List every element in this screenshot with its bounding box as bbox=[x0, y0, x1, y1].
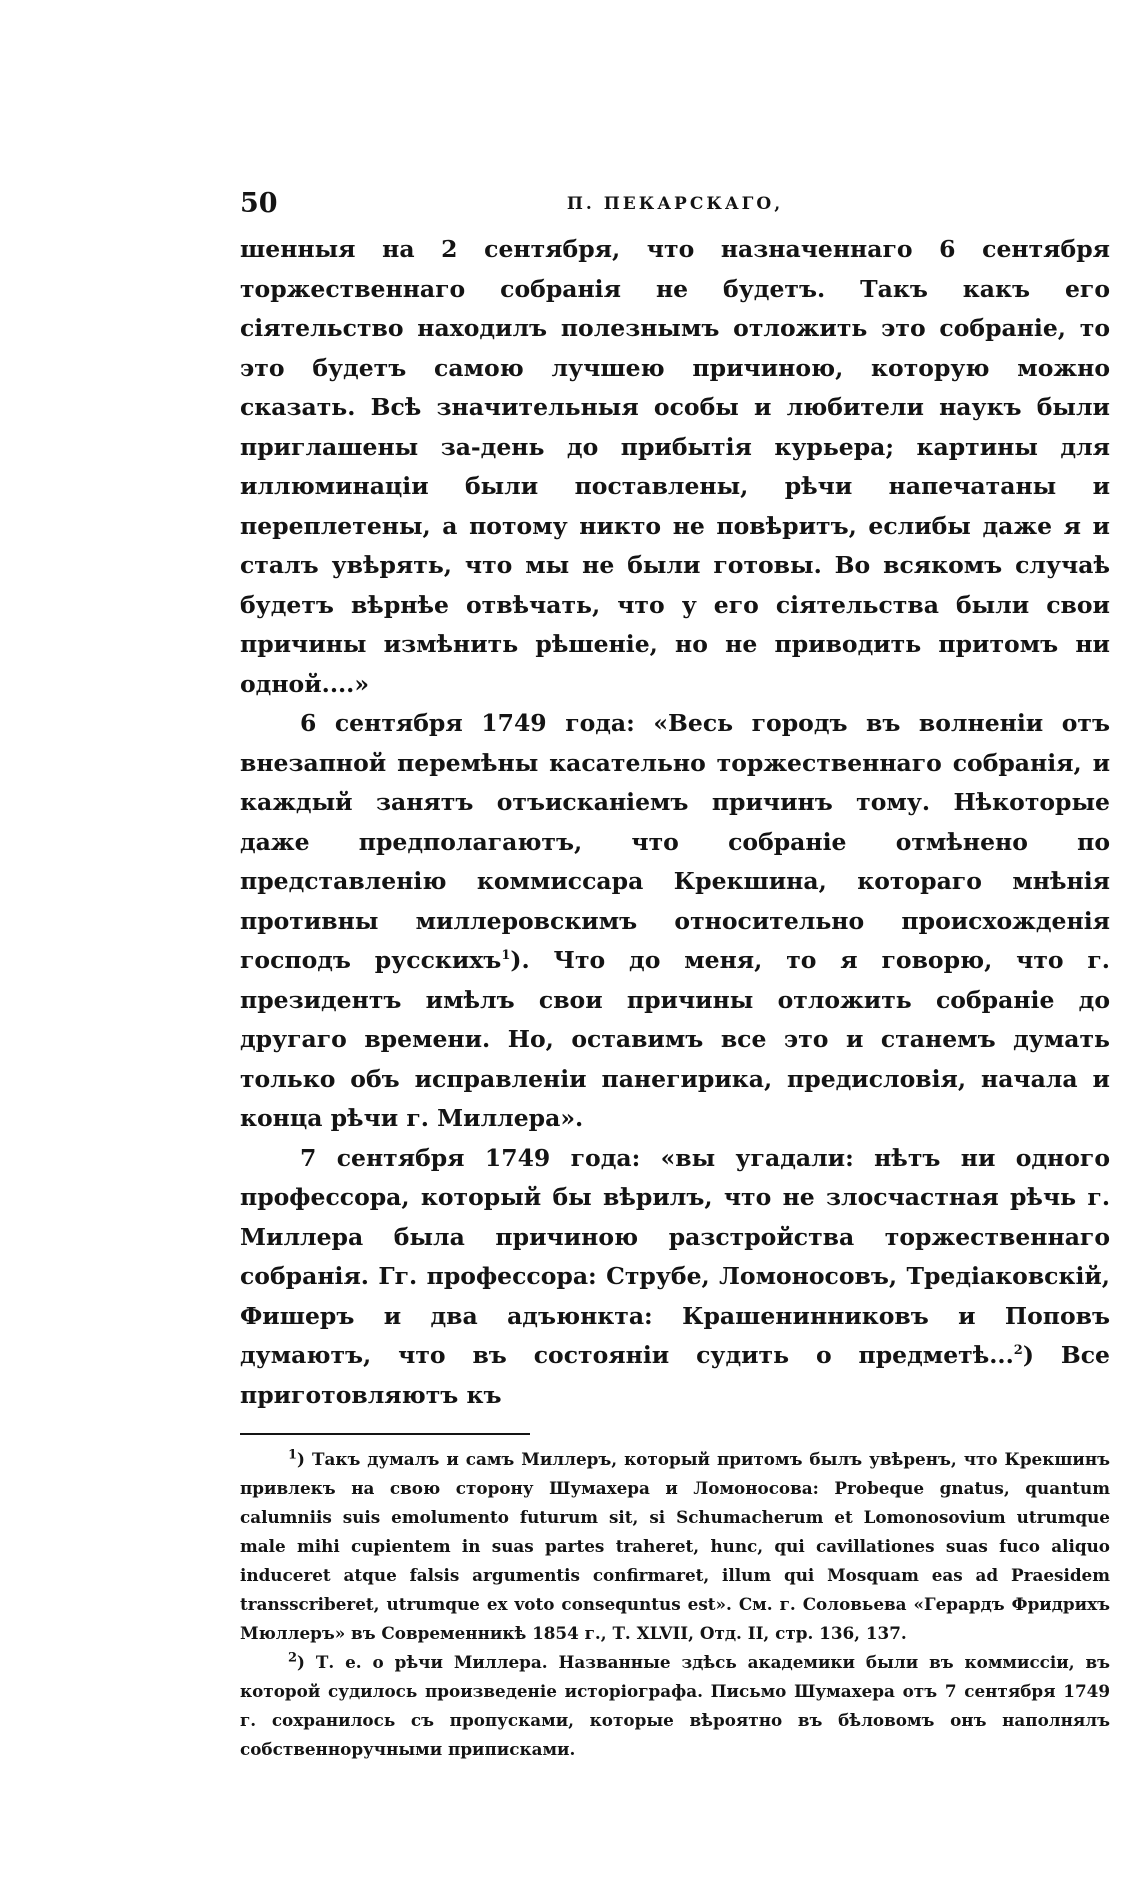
running-head bbox=[240, 180, 1110, 230]
paragraph-3-text-b: ) Все приготовляютъ къ bbox=[240, 1341, 1110, 1409]
footnote-ref-2[interactable]: 2 bbox=[1013, 1343, 1023, 1359]
footnote-1 bbox=[240, 1445, 1110, 1648]
paragraph-2 bbox=[240, 704, 1110, 1139]
footnote-2 bbox=[240, 1648, 1110, 1764]
book-page bbox=[240, 180, 1110, 1764]
paragraph-3 bbox=[240, 1139, 1110, 1416]
paragraph-2-text-b: ). Что до меня, то я говорю, что г. президентъ имѣлъ свои причины отложить собраніе до другаго времени. Но, оставимъ все это и станемъ думать только объ исправленіи панегирика, предисловія, начала и конца рѣчи г. Миллера». bbox=[240, 946, 1110, 1132]
footnotes bbox=[240, 1445, 1110, 1764]
paragraph-2-text-a: 6 сентября 1749 года: «Весь городъ въ волненіи отъ внезапной перемѣны касательно торжественнаго собранія, и каждый занятъ отъисканіемъ причинъ тому. Нѣкоторые даже предполагаютъ, что собраніе отмѣнено по представленію коммиссара Крекшина, котораго мнѣнія противны миллеровскимъ относительно происхожденія господъ русскихъ bbox=[240, 709, 1110, 974]
paragraph-1 bbox=[240, 230, 1110, 704]
footnote-1-marker: 1 bbox=[288, 1447, 298, 1463]
page-number: 50 bbox=[240, 188, 278, 219]
footnote-ref-1[interactable]: 1 bbox=[501, 948, 511, 964]
footnote-1-text: ) Такъ думалъ и самъ Миллеръ, который притомъ былъ увѣренъ, что Крекшинъ привлекъ на свою сторону Шумахера и Ломоносова: Probeque gnatus, quantum calumniis suis emolumento futurum sit, si Schumacherum et Lomonosovium utrumque male mihi cupientem in suas partes traheret, hunc, qui cavillationes suas fuco aliquo induceret atque falsis argumentis confirmaret, illum qui Mosquam eas ad Praesidem transscriberet, utrumque ex voto consequntus est». См. г. Соловьева «Герардъ Фридрихъ Мюллеръ» въ Современникѣ 1854 г., Т. XLVII, Отд. II, стр. 136, 137. bbox=[240, 1449, 1110, 1643]
paragraph-3-text-a: 7 сентября 1749 года: «вы угадали: нѣтъ ни одного профессора, который бы вѣрилъ, что не злосчастная рѣчь г. Миллера была причиною разстройства торжественнаго собранія. Гг. профессора: Струбе, Ломоносовъ, Тредіаковскій, Фишеръ и два адъюнкта: Крашенинниковъ и Поповъ думаютъ, что въ состояніи судить о предметѣ... bbox=[240, 1143, 1110, 1369]
main-text bbox=[240, 230, 1110, 1415]
footnote-divider bbox=[240, 1433, 530, 1435]
paragraph-1-text: шенныя на 2 сентября, что назначеннаго 6 сентября торжественнаго собранія не будетъ. Такъ какъ его сіятельство находилъ полезнымъ отложить это собраніе, то это будетъ самою лучшею причиною, которую можно сказать. Всѣ значительныя особы и любители наукъ были приглашены за-день до прибытія курьера; картины для иллюминаціи были поставлены, рѣчи напечатаны и переплетены, а потому никто не повѣритъ, еслибы даже я и сталъ увѣрять, что мы не были готовы. Во всякомъ случаѣ будетъ вѣрнѣе отвѣчать, что у его сіятельства были свои причины измѣнить рѣшеніе, но не приводить притомъ ни одной....» bbox=[240, 235, 1110, 698]
footnote-2-text: ) Т. е. о рѣчи Миллера. Названные здѣсь академики были въ коммиссіи, въ которой судилось произведеніе исторіографа. Письмо Шумахера отъ 7 сентября 1749 г. сохранилось съ пропусками, которые вѣроятно въ бѣловомъ онъ наполнялъ собственноручными приписками. bbox=[240, 1652, 1110, 1759]
footnote-2-marker: 2 bbox=[288, 1650, 298, 1666]
running-title: П. ПЕКАРСКАГО, bbox=[566, 194, 784, 214]
